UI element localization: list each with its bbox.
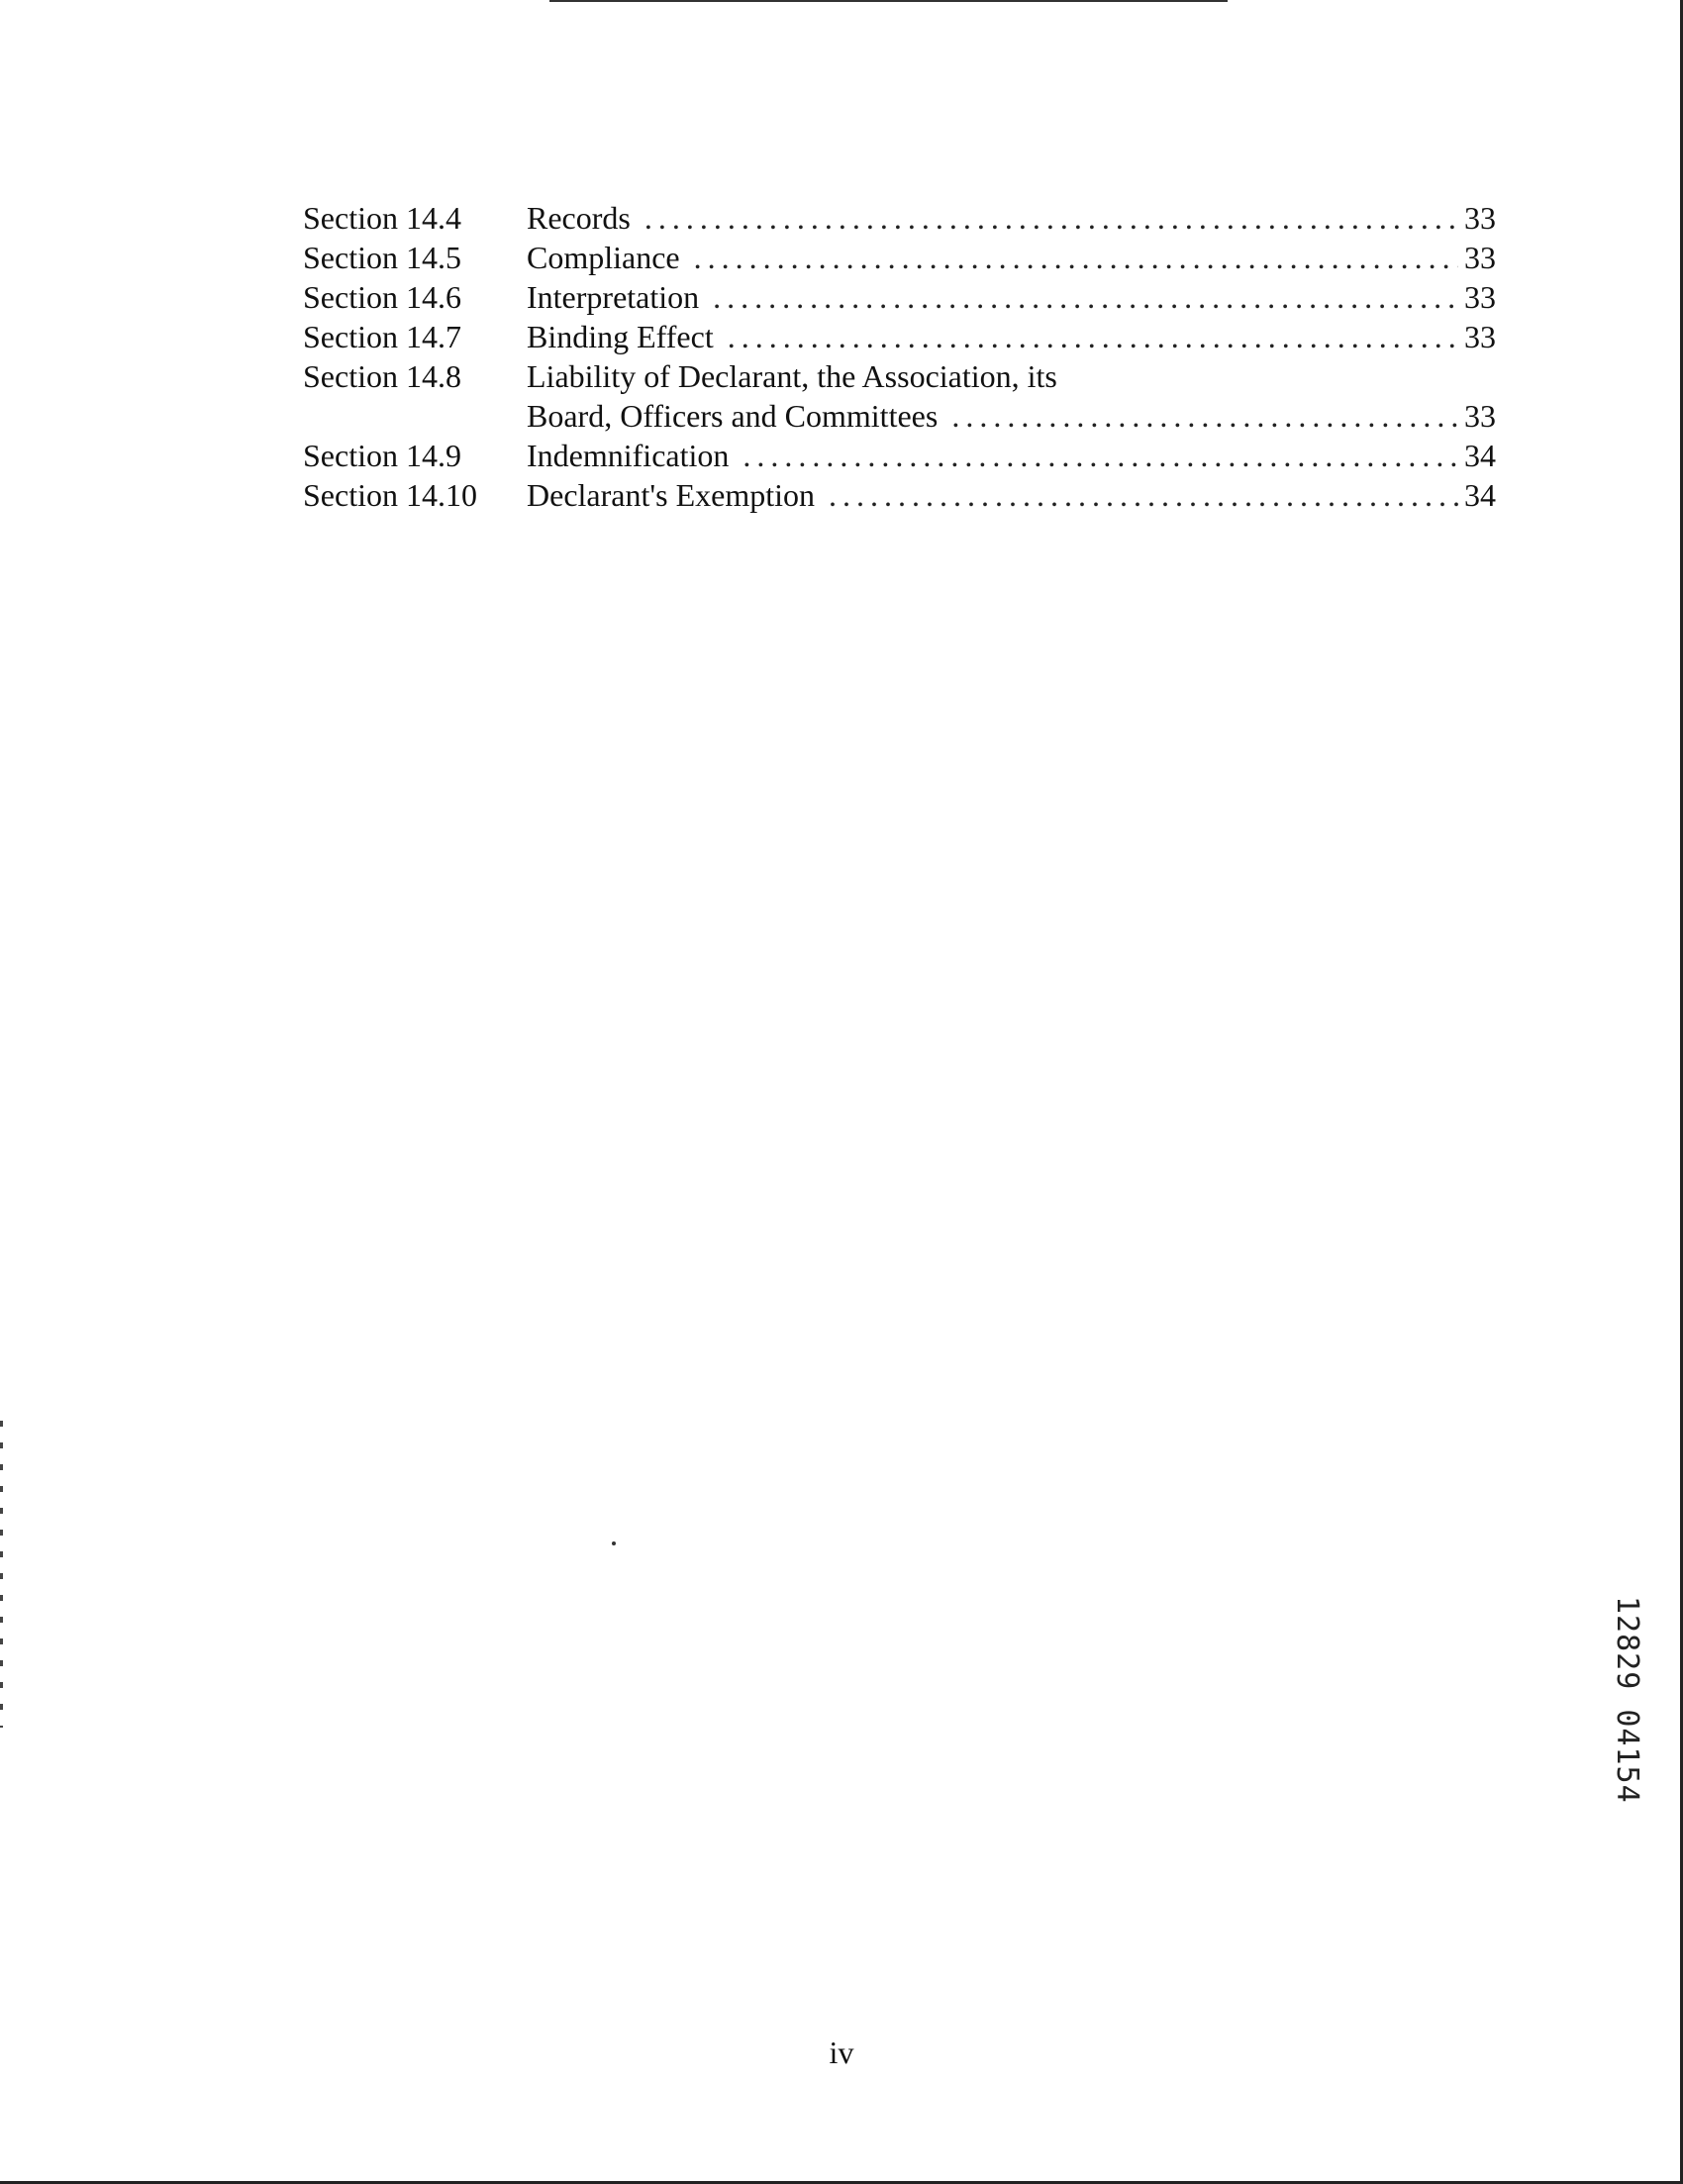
- scan-speck: [612, 1541, 616, 1545]
- table-of-contents: [303, 198, 1496, 515]
- toc-entry: [303, 238, 1496, 277]
- page-number: iv: [829, 2035, 854, 2070]
- toc-entry: [303, 198, 1496, 238]
- toc-dot-leader: [694, 238, 1458, 277]
- toc-section-number: Section 14.4: [303, 200, 461, 236]
- toc-entry: [303, 317, 1496, 356]
- toc-entry: [303, 277, 1496, 317]
- toc-page-number: 33: [1464, 200, 1496, 236]
- toc-section-title: Compliance: [527, 240, 680, 275]
- toc-page-number: 33: [1464, 279, 1496, 315]
- toc-section-number: Section 14.6: [303, 279, 461, 315]
- toc-entry: [303, 356, 1496, 396]
- toc-dot-leader: [728, 317, 1458, 356]
- toc-section-title: Interpretation: [527, 279, 700, 315]
- toc-page-number: 33: [1464, 240, 1496, 275]
- toc-dot-leader: [713, 277, 1458, 317]
- scan-left-edge-marks: [0, 1421, 3, 1728]
- toc-dot-leader: [644, 198, 1458, 238]
- toc-page-number: 34: [1464, 477, 1496, 513]
- toc-dot-leader: [742, 436, 1458, 475]
- toc-entry-continuation: [303, 396, 1496, 436]
- toc-entry: [303, 475, 1496, 515]
- toc-dot-leader: [829, 475, 1458, 515]
- toc-section-title-line1: Liability of Declarant, the Association, its: [527, 358, 1057, 394]
- toc-section-title: Board, Officers and Committees: [527, 398, 939, 434]
- toc-page-number: 33: [1464, 319, 1496, 354]
- scan-top-rule: [549, 0, 1228, 2]
- toc-section-number: Section 14.10: [303, 477, 477, 513]
- toc-section-number: Section 14.7: [303, 319, 461, 354]
- toc-page-number: 33: [1464, 398, 1496, 434]
- recording-stamp: 12829 04154: [1610, 1596, 1644, 1804]
- toc-section-number: Section 14.5: [303, 240, 461, 275]
- toc-section-number: Section 14.8: [303, 358, 461, 394]
- toc-section-number: Section 14.9: [303, 438, 461, 473]
- toc-section-title: Declarant's Exemption: [527, 477, 815, 513]
- toc-section-title: Indemnification: [527, 438, 730, 473]
- toc-entry: [303, 436, 1496, 475]
- toc-section-title: Records: [527, 200, 631, 236]
- toc-page-number: 34: [1464, 438, 1496, 473]
- toc-section-title: Binding Effect: [527, 319, 714, 354]
- toc-dot-leader: [951, 396, 1458, 436]
